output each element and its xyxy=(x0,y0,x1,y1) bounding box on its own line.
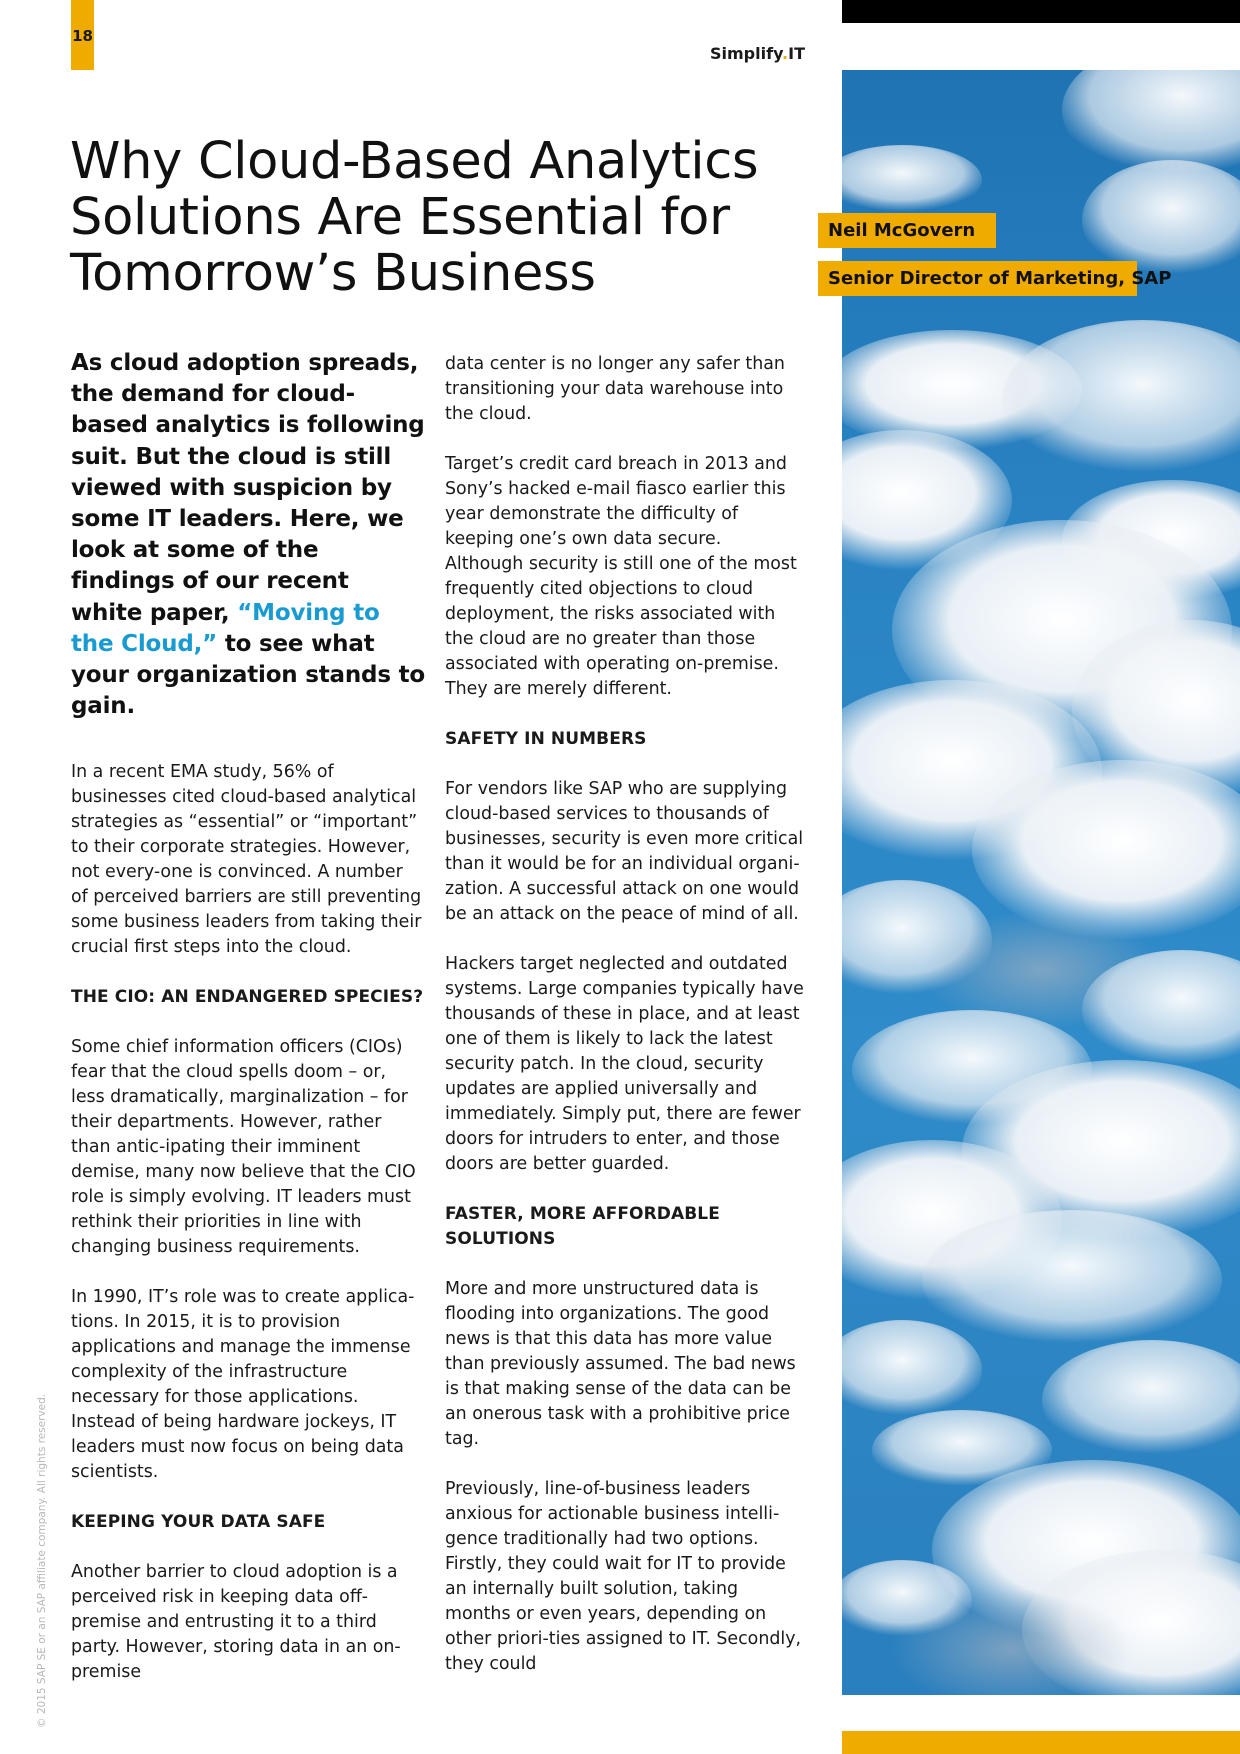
cloud-illustration xyxy=(842,70,1240,1695)
article-title: Why Cloud-Based Analytics Solutions Are Essential for Tomorrow’s Business xyxy=(70,132,759,303)
brand-suffix: IT xyxy=(788,44,805,63)
page-number-text: 18 xyxy=(72,27,93,45)
right-column xyxy=(445,352,805,1677)
white-paper-link[interactable]: “Moving to the Cloud,” xyxy=(71,599,380,657)
copyright-notice: © 2015 SAP SE or an SAP affiliate company. All rights reserved. xyxy=(36,1393,48,1728)
brand-dot: . xyxy=(782,44,789,63)
brand-prefix: Simplify xyxy=(710,44,783,63)
author-name: Neil McGovern xyxy=(828,220,976,241)
author-name-tag xyxy=(818,213,996,248)
section-heading: KEEPING YOUR DATA SAFE xyxy=(71,1512,326,1533)
body-paragraph: More and more unstructured data is flooding into organizations. The good news is that this data has more value than previously assumed. The bad news is that making sense of the data can be an onerous task with a prohibitive price tag. xyxy=(445,1279,796,1449)
body-paragraph: In a recent EMA study, 56% of businesses cited cloud-based analytical strategies as “essential” or “important” to their corporate strategies. However, not every-one is convinced. A number of perceived barriers are still preventing some business leaders from taking their crucial first steps into the cloud. xyxy=(71,762,422,958)
page-number xyxy=(71,0,94,70)
section-heading: FASTER, MORE AFFORDABLE SOLUTIONS xyxy=(445,1204,720,1249)
body-paragraph: Target’s credit card breach in 2013 and Sony’s hacked e-mail fiasco earlier this year demonstrate the difficulty of keeping one’s own data secure. Although security is still one of the most frequently cited objections to cloud deployment, the risks associated with the cloud are no greater than those associated with operating on-premise. They are merely different. xyxy=(445,454,797,699)
body-paragraph: For vendors like SAP who are supplying cloud-based services to thousands of businesses, security is even more critical than it would be for an individual organi-zation. A successful attack on one would be an attack on the peace of mind of all. xyxy=(445,779,804,924)
body-paragraph: Some chief information officers (CIOs) fear that the cloud spells doom – or, less dramatically, marginalization – for their departments. However, rather than antic-ipating their imminent demise, many now believe that the CIO role is simply evolving. IT leaders must rethink their priorities in line with changing business requirements. xyxy=(71,1037,416,1258)
top-black-bar xyxy=(842,0,1240,23)
author-role-tag xyxy=(818,261,1172,296)
section-heading: THE CIO: AN ENDANGERED SPECIES? xyxy=(71,987,424,1008)
body-paragraph: In 1990, IT’s role was to create applica-tions. In 2015, it is to provision applications and manage the immense complexity of the infrastructure necessary for those applications. Instead of being hardware jockeys, IT leaders must now focus on being data scientists. xyxy=(71,1287,415,1483)
author-role: Senior Director of Marketing, SAP xyxy=(828,268,1172,289)
bottom-yellow-bar xyxy=(842,1731,1240,1754)
intro-text-after: to see what your organization stands to gain. xyxy=(71,630,426,720)
body-paragraph: Previously, line-of-business leaders anxious for actionable business intelli-gence traditionally had two options. Firstly, they could wait for IT to provide an internally built solution, taking months or even years, depending on other priori-ties assigned to IT. Secondly, they could xyxy=(445,1479,802,1674)
intro-paragraph xyxy=(71,348,425,722)
body-paragraph: Hackers target neglected and outdated systems. Large companies typically have thousands of these in place, and at least one of them is likely to lack the latest security patch. In the cloud, security updates are applied universally and immediately. Simply put, there are fewer doors for intruders to enter, and those doors are better guarded. xyxy=(445,954,804,1174)
body-paragraph: Another barrier to cloud adoption is a perceived risk in keeping data off-premise and entrusting it to a third party. However, storing data in an on-premise xyxy=(71,1562,401,1683)
brand-logo xyxy=(710,44,805,63)
left-column xyxy=(71,348,425,1685)
intro-text-before: As cloud adoption spreads, the demand for cloud-based analytics is following suit. But the cloud is still viewed with suspicion by some IT leaders. Here, we look at some of the findings of our recent white paper, xyxy=(71,350,425,626)
body-paragraph: data center is no longer any safer than transitioning your data warehouse into the cloud. xyxy=(445,354,785,424)
section-heading: SAFETY IN NUMBERS xyxy=(445,729,647,749)
cloud-sky-photo xyxy=(842,70,1240,1695)
